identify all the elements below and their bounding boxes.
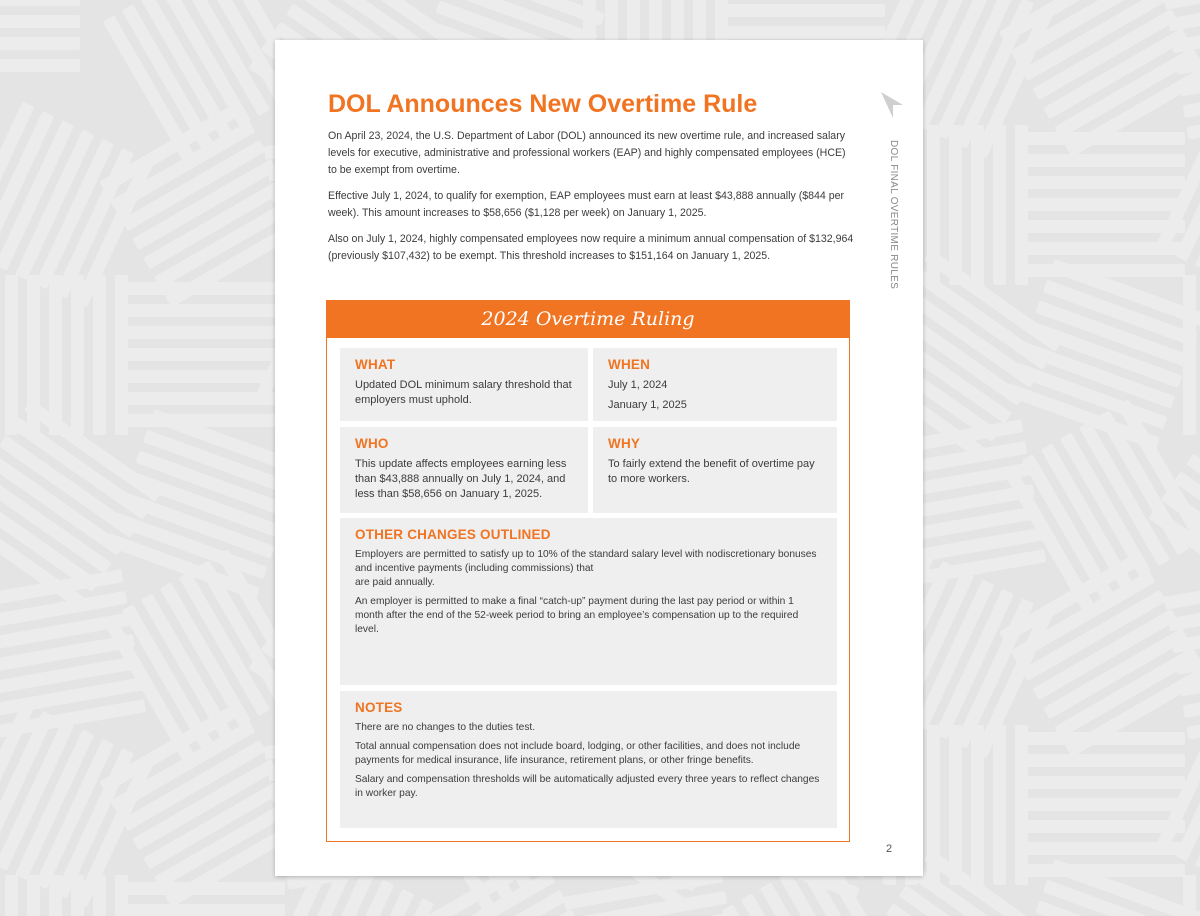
notes-paragraph: There are no changes to the duties test. (355, 722, 536, 733)
ruling-box (326, 300, 850, 842)
side-section-label (877, 92, 917, 292)
side-label-text: DOL FINAL OVERTIME RULES (888, 140, 899, 290)
when-date: July 1, 2024 (608, 379, 668, 391)
when-date: January 1, 2025 (608, 399, 687, 411)
notes-paragraph: Total annual compensation does not include board, lodging, or other facilities, and does not include payments for medical insurance, life insurance, retirement plans, or other fringe benefits. (355, 741, 801, 766)
what-heading: WHAT (355, 357, 396, 372)
pattern-stripe-group (999, 552, 1200, 758)
pattern-stripe-group (0, 275, 128, 435)
arrow-logo-icon (881, 92, 903, 123)
why-text: To fairly extend the benefit of overtime pay to more workers. (608, 458, 815, 485)
other-changes-paragraph: are paid annually. (355, 577, 435, 588)
notes-heading: NOTES (355, 700, 403, 715)
page-title: DOL Announces New Overtime Rule (328, 90, 758, 118)
document-page (275, 40, 923, 876)
pattern-stripe-group (125, 882, 285, 916)
other-changes-card (340, 518, 837, 685)
intro-paragraph: Also on July 1, 2024, highly compensated employees now require a minimum annual compensation of $132,964 (previously $107,432) to be exempt. This threshold increases to $151,164 on January 1, 2025. (328, 233, 854, 262)
why-card (593, 427, 837, 513)
when-card (593, 348, 837, 421)
pattern-stripe-group (1025, 732, 1185, 877)
notes-paragraph: Salary and compensation thresholds will be automatically adjusted every three years to reflect changes in worker pay. (355, 774, 820, 799)
other-changes-heading: OTHER CHANGES OUTLINED (355, 527, 551, 542)
intro-paragraph: On April 23, 2024, the U.S. Department of Labor (DOL) announced its new overtime rule, and increased salary levels for executive, administrative and professional workers (EAP) and highly compensated employees (HCE) to be exempt from overtime. (328, 130, 846, 176)
pattern-stripe-group (125, 282, 285, 427)
why-heading: WHY (608, 436, 641, 451)
other-changes-paragraph: Employers are permitted to satisfy up to 10% of the standard salary level with nodiscretionary bonuses and incentive payments (including commissions) that (355, 549, 817, 574)
pattern-stripe-group (0, 0, 80, 72)
pattern-stripe-group (1183, 875, 1200, 916)
intro-text (328, 128, 856, 274)
other-changes-paragraph: An employer is permitted to make a final “catch-up” payment during the last pay period or within 1 month after the end of the 52-week period to bring an employee’s compensation up to the required level. (355, 596, 799, 635)
notes-text (355, 721, 822, 801)
ruling-heading: 2024 Overtime Ruling (327, 301, 849, 338)
who-text: This update affects employees earning less than $43,888 annually on July 1, 2024, and less than $58,656 on January 1, 2025. (355, 458, 567, 500)
pattern-stripe-group (564, 869, 747, 916)
intro-paragraph: Effective July 1, 2024, to qualify for exemption, EAP employees must earn at least $43,888 annually ($844 per week). This amount increases to $58,656 ($1,128 per week) on January 1, 2025. (328, 190, 845, 219)
notes-card (340, 691, 837, 828)
who-card (340, 427, 588, 513)
who-heading: WHO (355, 436, 389, 451)
pattern-stripe-group (1025, 132, 1185, 277)
page-number: 2 (886, 843, 893, 855)
when-heading: WHEN (608, 357, 651, 372)
what-card (340, 348, 588, 421)
other-changes-text (355, 548, 822, 637)
what-text: Updated DOL minimum salary threshold that employers must uphold. (355, 379, 572, 406)
when-dates (608, 378, 822, 413)
pattern-stripe-group (1183, 275, 1200, 435)
